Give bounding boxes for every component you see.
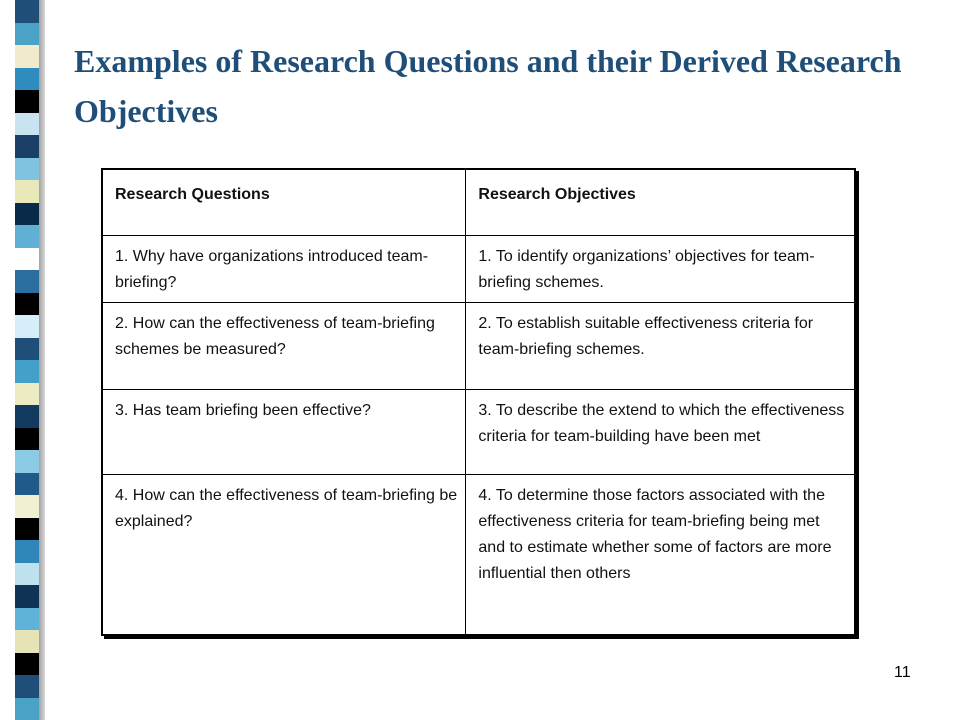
stripe-block: [15, 383, 39, 406]
stripe-block: [15, 653, 39, 676]
stripe-block: [15, 495, 39, 518]
decorative-stripe: [15, 0, 39, 720]
stripe-block: [15, 405, 39, 428]
table-row: [102, 390, 855, 475]
objective-cell: 1. To identify organizations’ objectives for team-briefing schemes.: [466, 236, 855, 303]
stripe-block: [15, 23, 39, 46]
objective-cell: 3. To describe the extend to which the effectiveness criteria for team-building have been met: [466, 390, 855, 475]
stripe-block: [15, 450, 39, 473]
stripe-block: [15, 270, 39, 293]
stripe-block: [15, 360, 39, 383]
question-cell: 1. Why have organizations introduced team-briefing?: [102, 236, 466, 303]
slide-title: Examples of Research Questions and their Derived Research Objectives: [74, 43, 902, 129]
stripe-block: [15, 248, 39, 271]
header-research-questions: Research Questions: [102, 169, 466, 236]
stripe-block: [15, 473, 39, 496]
stripe-block: [15, 45, 39, 68]
stripe-block: [15, 608, 39, 631]
objective-cell: 2. To establish suitable effectiveness criteria for team-briefing schemes.: [466, 303, 855, 390]
question-cell: 4. How can the effectiveness of team-briefing be explained?: [102, 475, 466, 636]
stripe-block: [15, 563, 39, 586]
question-cell: 3. Has team briefing been effective?: [102, 390, 466, 475]
stripe-block: [15, 293, 39, 316]
stripe-block: [15, 630, 39, 653]
header-research-objectives: Research Objectives: [466, 169, 855, 236]
table-row: [102, 303, 855, 390]
objective-cell: 4. To determine those factors associated with the effectiveness criteria for team-briefing being met and to estimate whether some of factors are more influential then others: [466, 475, 855, 636]
stripe-block: [15, 0, 39, 23]
stripe-block: [15, 135, 39, 158]
stripe-block: [15, 68, 39, 91]
stripe-block: [15, 518, 39, 541]
stripe-block: [15, 203, 39, 226]
page-number: 11: [894, 664, 911, 681]
stripe-block: [15, 90, 39, 113]
stripe-block: [15, 585, 39, 608]
stripe-block: [15, 158, 39, 181]
table-row: [102, 236, 855, 303]
table-header-row: [102, 169, 855, 236]
stripe-block: [15, 315, 39, 338]
stripe-block: [15, 540, 39, 563]
stripe-shadow: [38, 0, 45, 720]
stripe-block: [15, 698, 39, 720]
table-row: [102, 475, 855, 636]
stripe-block: [15, 675, 39, 698]
stripe-block: [15, 180, 39, 203]
stripe-block: [15, 225, 39, 248]
research-table: [101, 168, 856, 636]
question-cell: 2. How can the effectiveness of team-briefing schemes be measured?: [102, 303, 466, 390]
stripe-block: [15, 428, 39, 451]
stripe-block: [15, 113, 39, 136]
stripe-block: [15, 338, 39, 361]
